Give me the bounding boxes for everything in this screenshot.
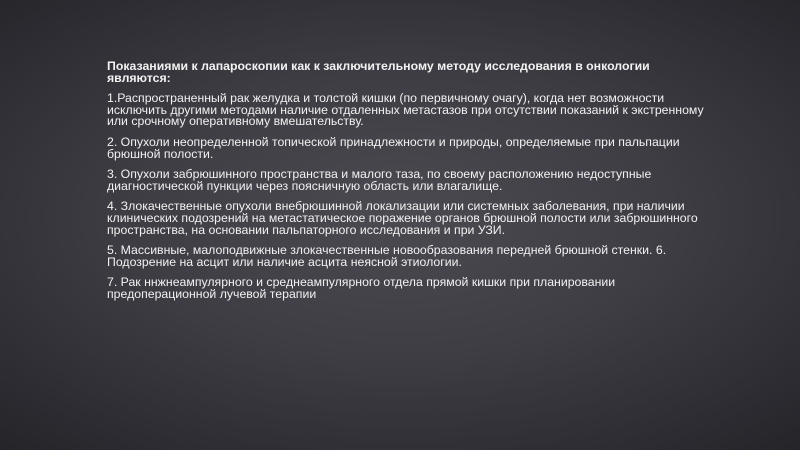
list-item: 2. Опухоли неопределенной топической принадлежности и природы, определяемые при пальпации брюшной полости. (107, 134, 680, 161)
list-item: 7. Рак ннжнеампулярного и среднеампулярного отдела прямой кишки при планировании предоперационной лучевой терапии (107, 275, 616, 301)
list-item: 5. Массивные, малоподвижные злокачественные новообразования передней брюшной стенки. 6. Подозрение на асцит или наличие асцита неясной этиологии. (107, 243, 667, 269)
slide-content (107, 61, 707, 310)
list-item: 4. Злокачественные опухоли внебрюшинной локализации или системных заболевания, при наличии клинических подозрений на метастатическое поражение органов брюшной полости или забрюшинного пространства, на основании пальпаторного исследования и при УЗИ. (107, 199, 698, 237)
slide-heading: Показаниями к лапароскопии как к заключительному методу исследования в онкологии являются: (107, 59, 650, 85)
list-item: 1.Распространенный рак желудка и толстой кишки (по первичному очагу), когда нет возможности исключить другими методами наличие отдаленных метастазов при отсутствии показаний к экстренному или срочному оперативному вмешательству. (107, 91, 704, 129)
list-item: 3. Опухоли забрюшинного пространства и малого таза, по своему расположению недоступные диагностической пункции через поясничную область или влагалище. (107, 167, 652, 193)
